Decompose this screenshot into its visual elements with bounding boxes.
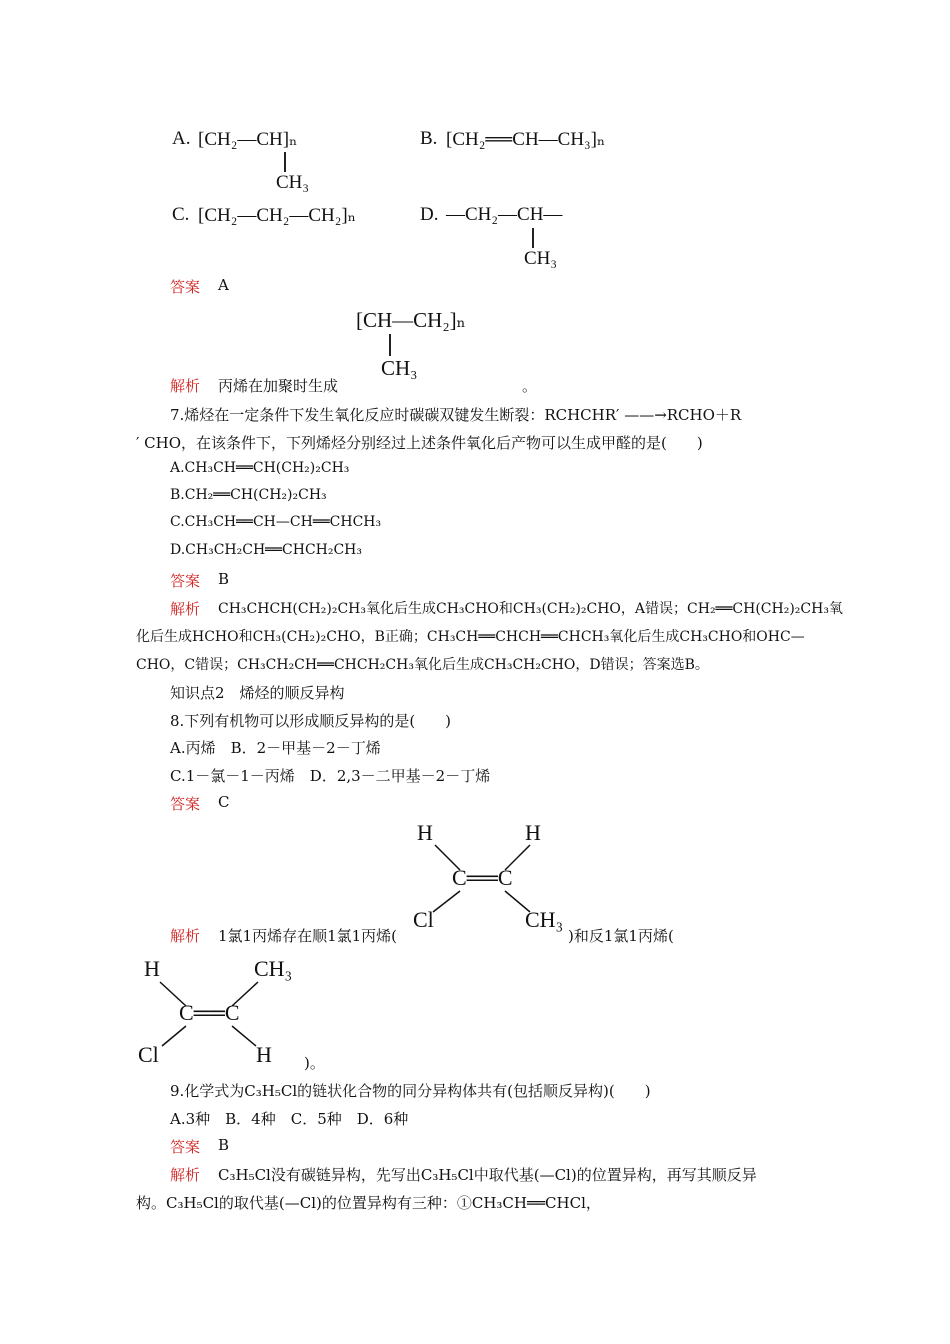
bond-line bbox=[433, 891, 460, 912]
q9-options: A.3种 B．4种 C．5种 D．6种 bbox=[170, 1110, 409, 1128]
q7-stem-line2: ′ CHO，在该条件下，下列烯烃分别经过上述条件氧化后产物可以生成甲醛的是( ) bbox=[136, 434, 703, 452]
option-b-label: B. bbox=[420, 128, 438, 149]
option-c-label: C. bbox=[172, 204, 190, 225]
atom-label: CH₃ bbox=[254, 956, 293, 981]
q7-option-c: C.CH₃CH══CH—CH══CHCH₃ bbox=[170, 514, 382, 530]
bond-line bbox=[232, 1026, 256, 1046]
option-d-branch: CH₃ bbox=[524, 248, 558, 269]
atom-label: H bbox=[525, 820, 541, 845]
q7-analysis-line2: 化后生成HCHO和CH₃(CH₂)₂CHO，B正确；CH₃CH══CHCH══CHCH₃氧化后生成CH₃CHO和OHC— bbox=[136, 629, 805, 645]
answer-value: A bbox=[218, 276, 229, 294]
q7-stem-line1: 7.烯烃在一定条件下发生氧化反应时碳碳双键发生断裂：RCHCHR′ ——→RCHO＋R bbox=[170, 406, 742, 424]
option-d-formula: —CH₂—CH— bbox=[446, 204, 563, 225]
bond-line bbox=[532, 228, 534, 248]
bond-line bbox=[389, 334, 391, 356]
bond-line bbox=[162, 1026, 186, 1046]
option-b-formula: [CH₂══CH—CH₃]ₙ bbox=[446, 129, 606, 150]
atom-label: H bbox=[144, 956, 160, 981]
answer-value: B bbox=[218, 570, 230, 588]
option-d-label: D. bbox=[420, 204, 439, 225]
option-c-formula: [CH₂—CH₂—CH₂]ₙ bbox=[198, 205, 356, 226]
q8-stem: 8.下列有机物可以形成顺反异构的是( ) bbox=[170, 712, 452, 730]
q9-analysis-line1: C₃H₅Cl没有碳链异构，先写出C₃H₅Cl中取代基(—Cl)的位置异构，再写其顺反异 bbox=[218, 1166, 757, 1184]
atom-label: Cl bbox=[138, 1042, 159, 1067]
analysis-label: 解析 bbox=[170, 927, 201, 945]
section-heading: 知识点2 烯烃的顺反异构 bbox=[170, 684, 345, 702]
analysis-text: 丙烯在加聚时生成 bbox=[218, 377, 339, 395]
double-bond-center: C══C bbox=[452, 865, 513, 890]
q7-analysis-line3: CHO，C错误；CH₃CH₂CH══CHCH₂CH₃氧化后生成CH₃CH₂CHO，D错误；答案选B。 bbox=[136, 657, 709, 673]
polymer-branch: CH₃ bbox=[381, 356, 418, 380]
q8-analysis-end: )。 bbox=[304, 1054, 325, 1072]
answer-value: B bbox=[218, 1136, 230, 1154]
cis-structure bbox=[405, 815, 585, 935]
answer-label: 答案 bbox=[170, 572, 201, 590]
double-bond-center: C══C bbox=[179, 1000, 240, 1025]
answer-label: 答案 bbox=[170, 278, 201, 296]
q7-option-b: B.CH₂══CH(CH₂)₂CH₃ bbox=[170, 487, 327, 503]
analysis-label: 解析 bbox=[170, 600, 201, 618]
trans-structure bbox=[134, 950, 324, 1070]
atom-label: CH₃ bbox=[525, 907, 564, 932]
q7-option-a: A.CH₃CH══CH(CH₂)₂CH₃ bbox=[170, 460, 350, 476]
atom-label: H bbox=[256, 1042, 272, 1067]
q9-stem: 9.化学式为C₃H₅Cl的链状化合物的同分异构体共有(包括顺反异构)( ) bbox=[170, 1082, 651, 1100]
analysis-label: 解析 bbox=[170, 1166, 201, 1184]
q9-analysis-line2: 构。C₃H₅Cl的取代基(—Cl)的位置异构有三种：①CH₃CH══CHCl， bbox=[136, 1194, 601, 1212]
option-a-label: A. bbox=[172, 128, 191, 149]
bond-line bbox=[284, 152, 286, 172]
answer-label: 答案 bbox=[170, 795, 201, 813]
q8-analysis-text1: 1氯1丙烯存在顺1氯1丙烯( bbox=[218, 927, 398, 945]
polymer-formula: [CH—CH₂]ₙ bbox=[356, 308, 466, 332]
atom-label: Cl bbox=[413, 907, 434, 932]
q8-options-line1: A.丙烯 B．2－甲基－2－丁烯 bbox=[170, 739, 381, 757]
q8-options-line2: C.1－氯－1－丙烯 D．2,3－二甲基－2－丁烯 bbox=[170, 767, 491, 785]
analysis-end: 。 bbox=[522, 377, 538, 395]
option-a-branch: CH₃ bbox=[276, 172, 310, 193]
analysis-label: 解析 bbox=[170, 377, 201, 395]
q7-analysis-line1: CH₃CHCH(CH₂)₂CH₃氧化后生成CH₃CHO和CH₃(CH₂)₂CHO，A错误；CH₂══CH(CH₂)₂CH₃氧 bbox=[218, 601, 843, 617]
atom-label: H bbox=[417, 820, 433, 845]
option-a-formula: [CH₂—CH]ₙ bbox=[198, 129, 298, 150]
q7-option-d: D.CH₃CH₂CH══CHCH₂CH₃ bbox=[170, 542, 363, 558]
q8-analysis-text2: )和反1氯1丙烯( bbox=[568, 927, 674, 945]
answer-label: 答案 bbox=[170, 1138, 201, 1156]
answer-value: C bbox=[218, 793, 230, 811]
